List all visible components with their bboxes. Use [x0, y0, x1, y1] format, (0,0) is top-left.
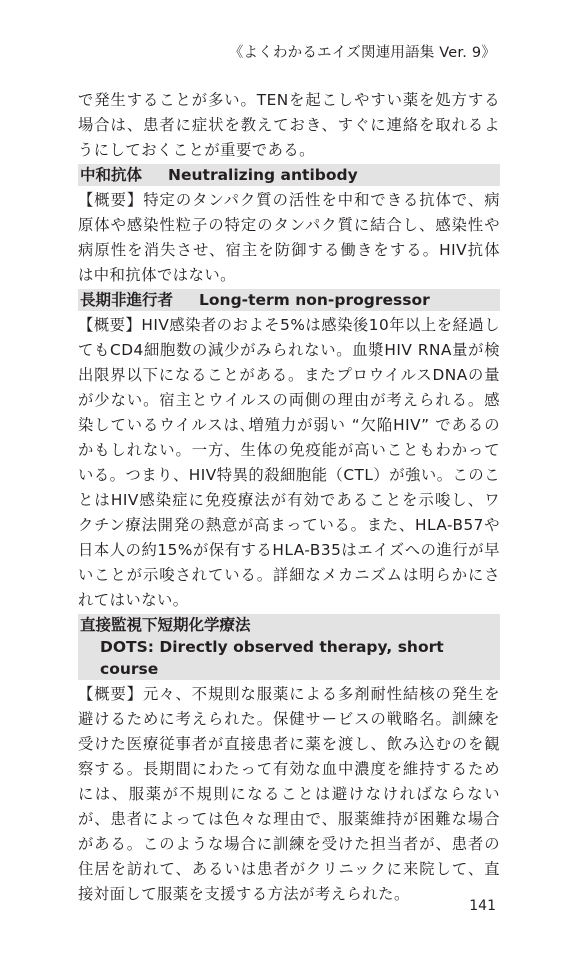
page-number: 141	[469, 898, 496, 914]
term-heading	[78, 614, 500, 680]
term-japanese: 中和抗体	[80, 166, 143, 184]
continuation-paragraph: で発生することが多い。TENを起こしやすい薬を処方する場合は、患者に症状を教えておき、すぐに連絡を取れるようにしておくことが重要である。	[78, 91, 500, 159]
term-heading	[78, 164, 500, 186]
term-japanese: 直接監視下短期化学療法	[80, 616, 251, 634]
glossary-entry-neutralizing-antibody	[78, 164, 500, 288]
glossary-entry-dots	[78, 614, 500, 907]
term-description: 【概要】元々、不規則な服薬による多剤耐性結核の発生を避けるために考えられた。保健サービスの戦略名。訓練を受けた医療従事者が直接患者に薬を渡し、飲み込むのを観察する。長期間にわたって有効な血中濃度を維持するためには、服薬が不規則になることは避けなければならないが、患者によっては色々な理由で、服薬維持が困難な場合がある。このような場合に訓練を受けた担当者が、患者の住居を訪れて、あるいは患者がクリニックに来院して、直接対面して服薬を支援する方法が考えられた。	[78, 685, 500, 903]
term-description: 【概要】特定のタンパク質の活性を中和できる抗体で、病原体や感染性粒子の特定のタンパク質に結合し、感染性や病原性を消失させ、宿主を防御する働きをする。HIV抗体は中和抗体ではない。	[78, 191, 500, 284]
term-heading	[78, 289, 500, 311]
term-english: DOTS: Directly observed therapy, short course	[100, 638, 444, 678]
term-english: Neutralizing antibody	[168, 166, 358, 184]
running-header: 《よくわかるエイズ関連用語集 Ver. 9》	[228, 45, 496, 61]
term-description: 【概要】HIV感染者のおよそ5%は感染後10年以上を経過してもCD4細胞数の減少がみられない。血漿HIV RNA量が検出限界以下になることがある。またプロウイルスDNAの量が少ない。宿主とウイルスの両側の理由が考えられる。感染しているウイルスは､増殖力が弱い “欠陥HIV” であるのかもしれない。一方、生体の免疫能が高いこともわかっている。つまり、HIV特異的殺細胞能（CTL）が強い。このことはHIV感染症に免疫療法が有効であることを示唆し、ワクチン療法開発の熱意が高まっている。また、HLA-B57や日本人の約15%が保有するHLA-B35はエイズへの進行が早いことが示唆されている。詳細なメカニズムは明らかにされてはいない。	[78, 316, 500, 609]
page-content	[78, 88, 500, 907]
term-japanese: 長期非進行者	[80, 291, 174, 309]
glossary-entry-long-term-non-progressor	[78, 289, 500, 613]
term-english: Long-term non-progressor	[199, 291, 430, 309]
